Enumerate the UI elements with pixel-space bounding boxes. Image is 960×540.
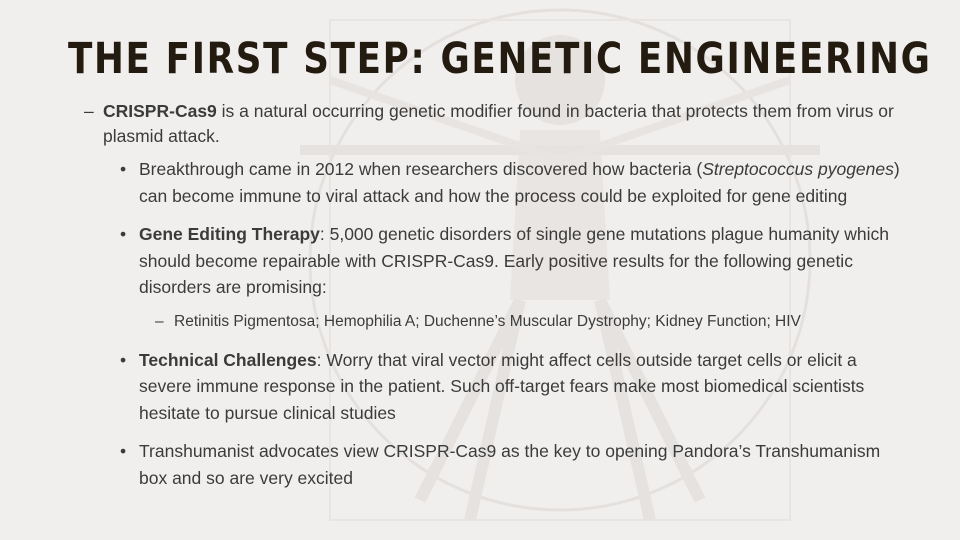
- bullet-text: Breakthrough came in 2012 when researchers discovered how bacteria (: [139, 159, 703, 179]
- bullet-marker: •: [120, 159, 127, 179]
- bullet-technical-challenges: [120, 347, 904, 427]
- bullet-term: Gene Editing Therapy: [139, 224, 320, 244]
- bullet-gene-editing-therapy: [120, 221, 904, 301]
- disorders-text: Retinitis Pigmentosa; Hemophilia A; Duchenne’s Muscular Dystrophy; Kidney Function; HIV: [174, 312, 801, 330]
- bullet-breakthrough: [120, 156, 904, 209]
- bullet-text: : 5,000 genetic disorders of single gene mutations plague humanity which should become repairable with CRISPR-Cas9. Early positive results for the following genetic disorders are promising:: [139, 224, 889, 297]
- crispr-term: CRISPR-Cas9: [103, 101, 217, 121]
- intro-text: is a natural occurring genetic modifier found in bacteria that protects them from virus or plasmid attack.: [103, 101, 894, 146]
- bullet-marker: •: [120, 224, 127, 244]
- bullet-marker: •: [120, 441, 127, 461]
- dash-marker: –: [155, 312, 164, 330]
- bullet-transhumanist: [120, 438, 904, 491]
- slide-content: [84, 99, 904, 503]
- species-name: Streptococcus pyogenes: [702, 159, 894, 179]
- bullet-marker: •: [120, 349, 127, 370]
- slide-title: THE FIRST STEP: GENETIC ENGINEERING: [68, 34, 932, 84]
- bullet-text: Transhumanist advocates view CRISPR-Cas9 as the key to opening Pandora’s Transhumanism box and so are very excited: [139, 441, 881, 488]
- bullet-text: ) can become immune to viral attack and how the process could be exploited for gene editing: [139, 159, 900, 206]
- sub-item-disorders: [155, 311, 904, 333]
- intro-item: [84, 99, 904, 149]
- bullet-text: : Worry that viral vector might affect cells outside target cells or elicit a severe immune response in the patient. Such off-target fears make most biomedical scientists hesitate to pursue clinical studies: [139, 349, 865, 423]
- bullet-term: Technical Challenges: [139, 349, 317, 370]
- dash-marker: –: [84, 101, 94, 121]
